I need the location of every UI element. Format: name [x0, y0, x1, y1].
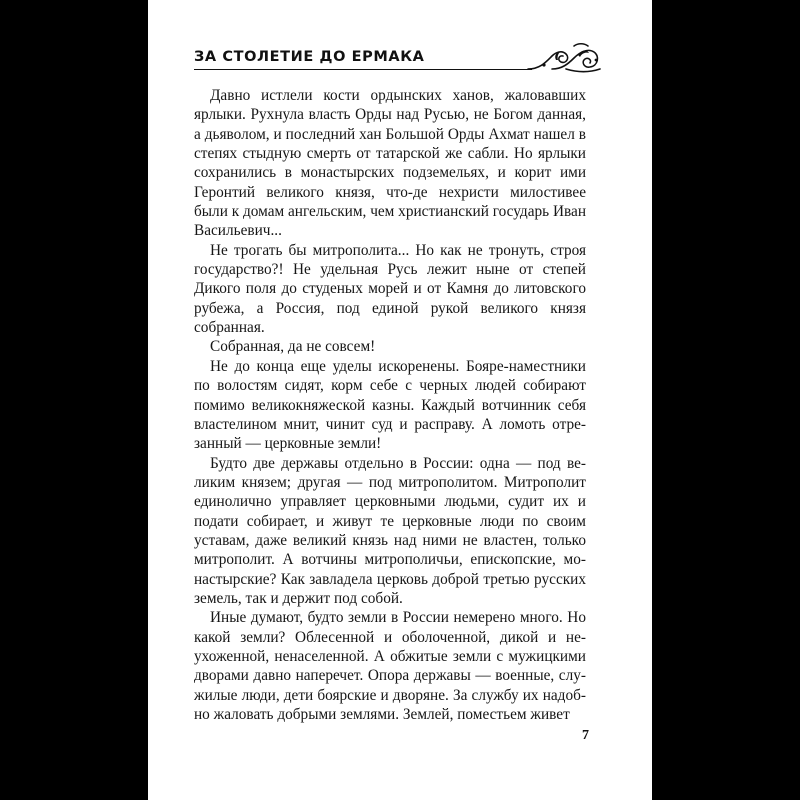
paragraph: Будто две державы отдельно в России: одна — под великим князем; другая — под митрополитом. Митрополит единолично управляет церковными людьми, судит их и подати собирает, и живут те церковные люди по своим уставам, даже великий князь над ними не властен, только митрополит. А вотчины митрополичьи, епископские, монастырские? Как завладела церковь доброй третью русских земель, так и держит под собой.: [194, 454, 586, 607]
scroll-ornament-icon: [526, 40, 602, 80]
page-number: 7: [582, 728, 589, 743]
body-text: [194, 86, 586, 724]
right-dark-margin: [652, 0, 800, 800]
book-page: [148, 0, 652, 800]
left-dark-margin: [0, 0, 148, 800]
header-rule: [194, 69, 532, 70]
running-title: ЗА СТОЛЕТИЕ ДО ЕРМАКА: [194, 49, 425, 65]
paragraph: Собранная, да не совсем!: [210, 338, 376, 356]
paragraph: Давно истлели кости ордынских ханов, жаловавших ярлыки. Рухнула власть Орды над Русью, не Богом данная, а дьяволом, и последний хан Большой Орды Ахмат нашел в степях стыдную смерть от татарской же сабли. Но ярлыки сохранились в монастырских подземельях, и корит ими Геронтий великого князя, что-де нехристи милостивее были к домам ангельским, чем христианский государь Иван Васильевич...: [194, 87, 586, 240]
paragraph: Не до конца еще уделы искоренены. Бояре-наместники по волостям сидят, корм себе с черных людей собирают помимо великокняжеской казны. Каждый вотчинник себя властелином мнит, чинит суд и расправу. А ломоть отрезанный — церковные земли!: [194, 357, 586, 453]
running-header: [194, 40, 600, 80]
paragraph: Не трогать бы митрополита... Но как не тронуть, строя государство?! Не удельная Русь лежит ныне от степей Дикого поля до студеных морей и от Камня до литовского рубежа, а Россия, под единой рукой великого князя собранная.: [194, 241, 586, 337]
paragraph: Иные думают, будто земли в России немерено много. Но какой земли? Облесенной и оболоченной, дикой и неухоженной, ненаселенной. А обжитые земли с мужицкими дворами давно наперечет. Опора державы — военные, служилые люди, дети боярские и дворяне. За службу их надобно жаловать добрыми землями. Землей, поместьем живет: [194, 609, 586, 723]
